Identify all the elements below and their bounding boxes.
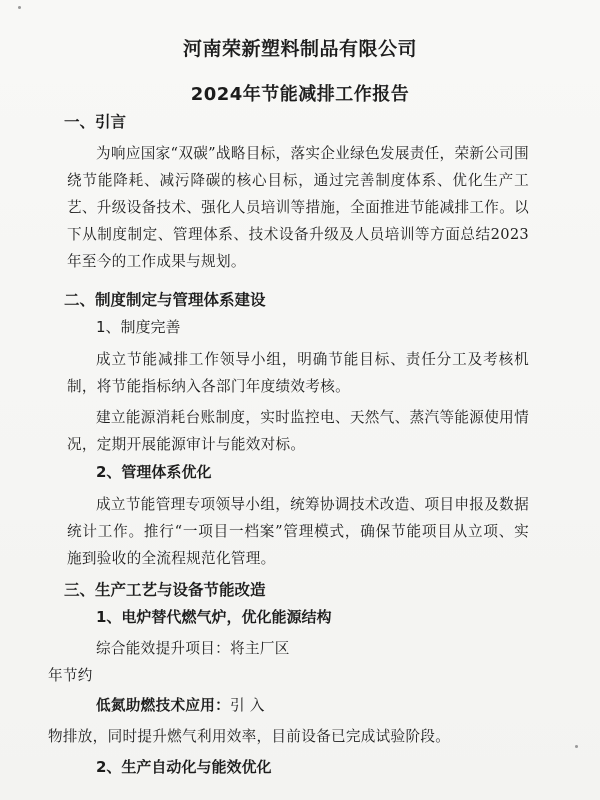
emission-line: 物排放，同时提升燃气利用效率，目前设备已完成试验阶段。 [48,728,451,745]
system-paragraph-1: 成立节能减排工作领导小组，明确节能目标、责任分工及考核机制，将节能指标纳入各部门年度绩效考核。 [67,351,529,395]
section-heading-system: 二、制度制定与管理体系建设 [64,291,266,309]
scan-speck [18,6,21,9]
subheading-system-improvement: 1、制度完善 [96,318,181,336]
system-paragraph-3: 成立节能管理专项领导小组，统筹协调技术改造、项目申报及数据统计工作。推行“一项目一档案”管理模式，确保节能项目从立项、实施到验收的全流程规范化管理。 [67,496,529,567]
efficiency-project-line: 综合能效提升项目：将主厂区 [96,640,290,657]
scan-speck [575,745,578,748]
low-nitrogen-label: 低氮助燃技术应用： [96,697,231,714]
low-nitrogen-text: 引 入 [230,697,265,714]
report-title: 2024年节能减排工作报告 [190,84,410,105]
low-nitrogen-line [96,694,265,715]
subheading-automation: 2、生产自动化与能效优化 [96,758,272,776]
section-heading-intro: 一、引言 [64,113,127,131]
intro-paragraph: 为响应国家“双碳”战略目标，落实企业绿色发展责任，荣新公司围绕节能降耗、减污降碳的核心目标，通过完善制度体系、优化生产工艺、升级设备技术、强化人员培训等措施，全面推进节能减排工作。以下从制度制定、管理体系、技术设备升级及人员培训等方面总结2023年至今的工作成果与规划。 [67,145,529,270]
company-title: 河南荣新塑料制品有限公司 [182,38,417,60]
subheading-management-optimization: 2、管理体系优化 [96,463,212,481]
section-heading-process: 三、生产工艺与设备节能改造 [64,581,266,599]
subheading-electric-furnace: 1、电炉替代燃气炉，优化能源结构 [96,608,332,626]
annual-saving-line: 年节约 [48,667,93,684]
system-paragraph-2: 建立能源消耗台账制度，实时监控电、天然气、蒸汽等能源使用情况，定期开展能源审计与能效对标。 [67,409,529,453]
